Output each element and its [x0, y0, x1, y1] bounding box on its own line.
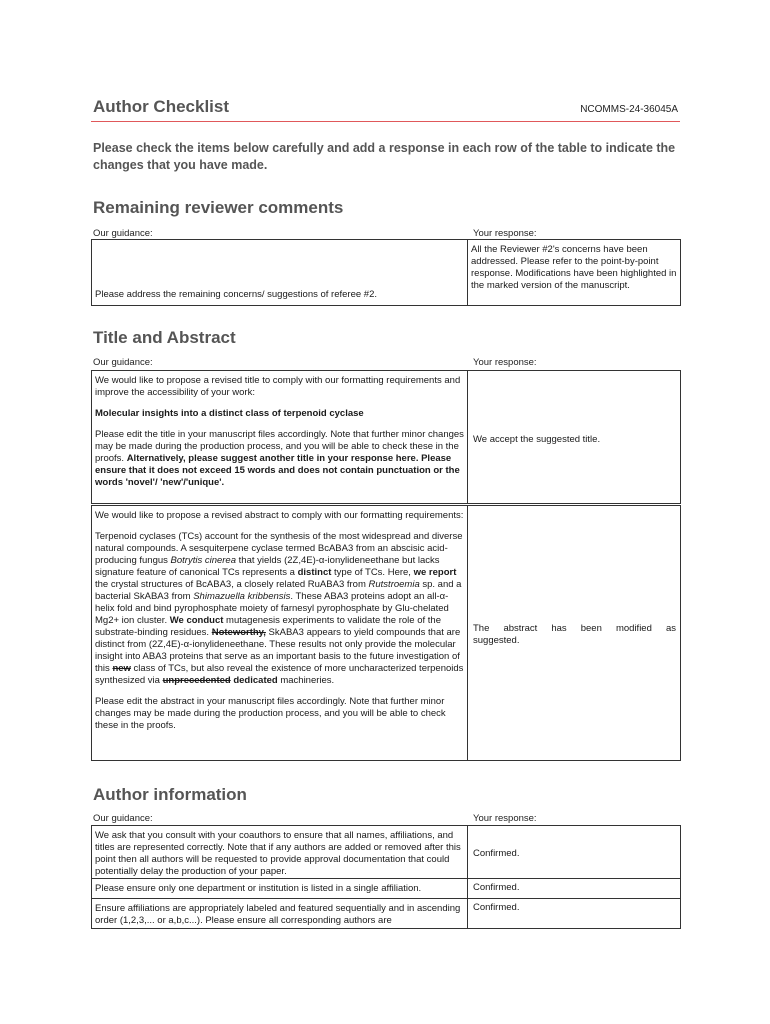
abstract-text: the crystal structures of BcABA3, a closely related RuABA3 from — [95, 579, 369, 590]
reviewer-response-cell[interactable] — [467, 239, 681, 306]
author-response-text: Confirmed. — [473, 848, 520, 859]
abstract-response-line: suggested. — [473, 635, 520, 646]
abstract-text-strikethrough: new — [112, 663, 131, 674]
abstract-text: SkABA3 appears to yield compounds that are distinct from (2Z,4E)-α-ionylideneethane. These results not only provide the molecular insight into ABA3 proteins that serve as an important basis to the future investigation of this — [95, 627, 461, 674]
section-title-reviewer: Remaining reviewer comments — [93, 198, 344, 217]
document-title: Author Checklist — [93, 97, 230, 116]
title-guidance-instruction — [95, 429, 464, 489]
abstract-response-text — [473, 623, 676, 647]
author-response-text: Confirmed. — [473, 882, 520, 893]
reviewer-response-text: All the Reviewer #2's concerns have been addressed. Please refer to the point-by-point response. Modifications have been highlighted in the marked version of the manuscript. — [471, 244, 677, 291]
abstract-text-strikethrough: Noteworthy, — [211, 627, 266, 638]
proposed-abstract — [95, 531, 464, 687]
title-response-text: We accept the suggested title. — [473, 434, 601, 445]
author-guidance-cell-1 — [91, 825, 468, 879]
abstract-guidance-instruction: Please edit the abstract in your manuscript files accordingly. Note that further minor changes may be made during the production process, and you will be able to check these in the proofs. — [95, 696, 446, 731]
intro-text: Please check the items below carefully and add a response in each row of the table to indicate the changes that you have made. — [93, 141, 676, 172]
abstract-text-bold: dedicated — [233, 675, 278, 686]
abstract-text-italic: Rutstroemia — [368, 579, 420, 590]
abstract-text-italic: Shimazuella kribbensis — [193, 591, 291, 602]
abstract-guidance-cell — [91, 505, 468, 761]
abstract-text-strikethrough: unprecedented — [162, 675, 231, 686]
title-guidance-intro: We would like to propose a revised title to comply with our formatting requirements and improve the accessibility of your work: — [95, 375, 461, 398]
section-title-author-info: Author information — [93, 785, 247, 804]
abstract-response-cell[interactable] — [467, 505, 681, 761]
manuscript-reference: NCOMMS-24-36045A — [580, 104, 678, 115]
abstract-text-bold: distinct — [297, 567, 332, 578]
title-response-cell[interactable] — [467, 370, 681, 504]
proposed-title: Molecular insights into a distinct class of terpenoid cyclase — [95, 408, 364, 419]
author-response-cell-3[interactable] — [467, 898, 681, 929]
guidance-column-label: Our guidance: — [93, 357, 153, 368]
author-guidance-cell-3 — [91, 898, 468, 929]
abstract-text-bold: we report — [413, 567, 457, 578]
author-response-cell-2[interactable] — [467, 878, 681, 899]
abstract-guidance-intro: We would like to propose a revised abstract to comply with our formatting requirements: — [95, 510, 464, 521]
abstract-response-line: The abstract has been modified as — [473, 623, 676, 634]
title-guidance-cell — [91, 370, 468, 504]
abstract-text: mutagenesis experiments to validate the role of the substrate-binding residues. — [95, 615, 441, 638]
response-column-label: Your response: — [473, 228, 537, 239]
author-guidance-cell-2 — [91, 878, 468, 899]
abstract-text: . These ABA3 proteins adopt an all-α-helix fold and bind pyrophosphate moiety of farnesyl pyrophosphate by Glu-chelated Mg2+ ion cluster. — [95, 591, 449, 626]
section-title-title-abstract: Title and Abstract — [93, 328, 236, 347]
response-column-label: Your response: — [473, 357, 537, 368]
author-guidance-text: Please ensure only one department or institution is listed in a single affiliation. — [95, 883, 422, 894]
abstract-text: that yields (2Z,4E)-α-ionylideneethane but lacks signature feature of canonical TCs represents a — [95, 555, 440, 578]
author-guidance-text: Ensure affiliations are appropriately labeled and featured sequentially and in ascending order (1,2,3,... or a,b,c...). Please ensure all corresponding authors are — [95, 903, 461, 926]
reviewer-guidance-cell — [91, 239, 468, 306]
abstract-text: machineries. — [277, 675, 335, 686]
author-response-text: Confirmed. — [473, 902, 520, 913]
title-instruction-bold: Alternatively, please suggest another title in your response here. Please ensure that it does not exceed 15 words and does not contain punctuation or the words 'novel'/ 'new'/'unique'. — [95, 453, 460, 488]
abstract-text: sp. and a bacterial SkABA3 from — [95, 579, 462, 602]
guidance-column-label: Our guidance: — [93, 813, 153, 824]
abstract-text: class of TCs, but also reveal the existence of more uncharacterized terpenoids synthesized via — [95, 663, 464, 686]
abstract-text-italic: Botrytis cinerea — [170, 555, 237, 566]
abstract-text-bold: We conduct — [169, 615, 224, 626]
abstract-text: Terpenoid cyclases (TCs) account for the synthesis of the most widespread and diverse natural compounds. A sesquiterpene cyclase termed BcABA3 from an abscisic acid-producing fungus — [95, 531, 463, 566]
response-column-label: Your response: — [473, 813, 537, 824]
author-response-cell-1[interactable] — [467, 825, 681, 879]
guidance-column-label: Our guidance: — [93, 228, 153, 239]
reviewer-guidance-text: Please address the remaining concerns/ suggestions of referee #2. — [95, 289, 377, 300]
abstract-text: type of TCs. Here, — [331, 567, 414, 578]
author-guidance-text: We ask that you consult with your coauthors to ensure that all names, affiliations, and titles are represented correctly. Note that if any authors are added or removed after this point then all authors will be requested to provide approval documentation that could potentially delay the production of your paper. — [95, 830, 461, 877]
page-header — [91, 97, 680, 122]
title-instruction-text: Please edit the title in your manuscript files accordingly. Note that further minor changes may be made during the production process, and you will be able to check these in the proofs. — [95, 429, 464, 464]
